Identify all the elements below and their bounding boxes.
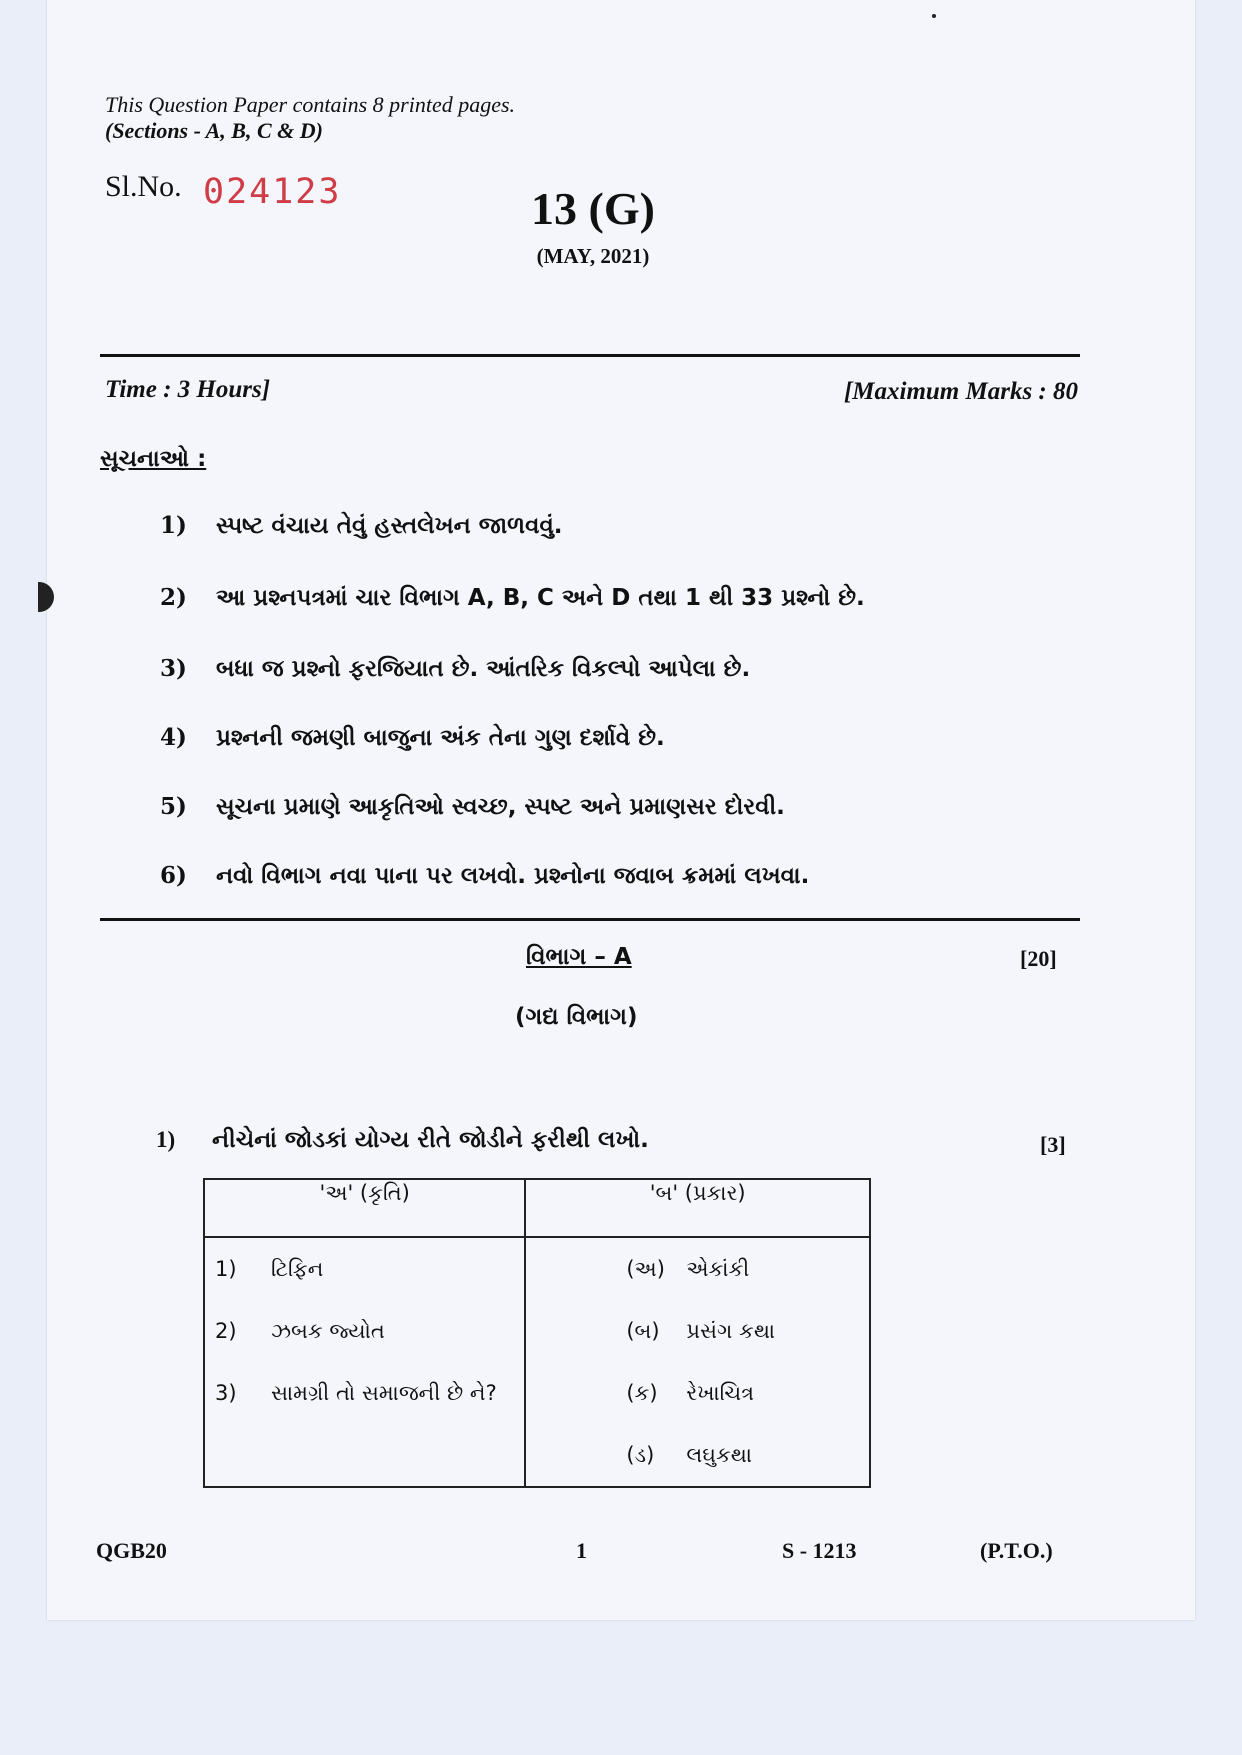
serial-number: 024123 bbox=[203, 172, 342, 212]
section-a-marks: [20] bbox=[1020, 946, 1057, 971]
pages-note: This Question Paper contains 8 printed pages. bbox=[105, 92, 516, 117]
instruction-number: 2) bbox=[160, 584, 187, 611]
list-item bbox=[205, 1300, 524, 1362]
list-item bbox=[205, 1238, 524, 1300]
item-number: 1) bbox=[215, 1257, 237, 1281]
item-text: ટિફિન bbox=[271, 1257, 324, 1281]
instruction-text: સૂચના પ્રમાણે આકૃતિઓ સ્વચ્છ, સ્પષ્ટ અને પ્રમાણસર દોરવી. bbox=[216, 794, 785, 820]
item-number: 2) bbox=[215, 1319, 237, 1343]
table-body-row bbox=[204, 1237, 870, 1487]
list-item bbox=[626, 1300, 869, 1362]
instruction-item bbox=[160, 724, 665, 751]
instruction-text: આ પ્રશ્નપત્રમાં ચાર વિભાગ A, B, C અને D તથા 1 થી 33 પ્રશ્નો છે. bbox=[216, 585, 865, 611]
column-a-cell bbox=[204, 1237, 525, 1487]
serial-label: Sl.No. bbox=[105, 170, 182, 203]
item-text: લઘુકથા bbox=[686, 1443, 753, 1467]
item-number: (અ) bbox=[626, 1257, 665, 1281]
instruction-number: 5) bbox=[160, 793, 187, 820]
series-code: S - 1213 bbox=[782, 1538, 857, 1563]
item-text: એકાંકી bbox=[686, 1257, 750, 1281]
instruction-number: 1) bbox=[160, 512, 187, 539]
item-number: (બ) bbox=[626, 1319, 660, 1343]
item-number: (ડ) bbox=[626, 1443, 655, 1467]
instruction-text: પ્રશ્નની જમણી બાજુના અંક તેના ગુણ દર્શાવે છે. bbox=[216, 725, 665, 751]
column-b-cell bbox=[525, 1237, 870, 1487]
item-number: (ક) bbox=[626, 1381, 658, 1405]
instruction-number: 3) bbox=[160, 655, 187, 682]
footer-paper-code: QGB20 bbox=[96, 1538, 167, 1563]
instructions-divider bbox=[100, 918, 1080, 921]
list-item bbox=[626, 1238, 869, 1300]
exam-date: (MAY, 2021) bbox=[536, 244, 650, 268]
instruction-item bbox=[160, 512, 563, 539]
header-divider bbox=[100, 354, 1080, 357]
column-a-list bbox=[205, 1238, 524, 1424]
item-text: પ્રસંગ કથા bbox=[686, 1319, 776, 1343]
item-text: ઝબક જ્યોત bbox=[271, 1319, 385, 1343]
list-item bbox=[626, 1362, 869, 1424]
instructions-heading: સૂચનાઓ : bbox=[100, 446, 207, 472]
question-text: નીચેનાં જોડકાં યોગ્ય રીતે જોડીને ફરીથી લખો. bbox=[212, 1127, 649, 1153]
section-a-subtitle: (ગદ્ય વિભાગ) bbox=[515, 1004, 638, 1030]
item-text: રેખાચિત્ર bbox=[686, 1381, 755, 1405]
matching-table bbox=[203, 1178, 871, 1488]
paper-code: 13 (G) bbox=[531, 183, 655, 234]
instruction-number: 4) bbox=[160, 724, 187, 751]
list-item bbox=[626, 1424, 869, 1486]
time-allowed: Time : 3 Hours] bbox=[105, 376, 271, 403]
instruction-item bbox=[160, 793, 785, 820]
instruction-item bbox=[160, 655, 750, 682]
column-b-list bbox=[526, 1238, 869, 1486]
list-item bbox=[205, 1362, 524, 1424]
maximum-marks: [Maximum Marks : 80 bbox=[843, 378, 1078, 405]
instruction-text: સ્પષ્ટ વંચાય તેવું હસ્તલેખન જાળવવું. bbox=[216, 513, 563, 539]
question-number: 1) bbox=[156, 1127, 176, 1152]
instruction-number: 6) bbox=[160, 862, 187, 889]
question-marks: [3] bbox=[1040, 1132, 1066, 1157]
instruction-item bbox=[160, 584, 865, 611]
instruction-item bbox=[160, 862, 809, 889]
instruction-text: નવો વિભાગ નવા પાના પર લખવો. પ્રશ્નોના જવાબ ક્રમમાં લખવા. bbox=[216, 863, 810, 889]
table-header-row bbox=[204, 1179, 870, 1237]
item-text: સામગ્રી તો સમાજની છે ને? bbox=[271, 1381, 497, 1405]
column-b-header: 'બ' (પ્રકાર) bbox=[525, 1179, 870, 1237]
page-number: 1 bbox=[576, 1538, 587, 1563]
column-a-header: 'અ' (કૃતિ) bbox=[204, 1179, 525, 1237]
sections-note: (Sections - A, B, C & D) bbox=[105, 118, 323, 143]
section-a-title: વિભાગ – A bbox=[526, 944, 632, 970]
pto-label: (P.T.O.) bbox=[980, 1538, 1053, 1563]
instruction-text: બધા જ પ્રશ્નો ફરજિયાત છે. આંતરિક વિકલ્પો આપેલા છે. bbox=[216, 656, 751, 682]
scan-speck bbox=[932, 14, 936, 18]
item-number: 3) bbox=[215, 1381, 237, 1405]
